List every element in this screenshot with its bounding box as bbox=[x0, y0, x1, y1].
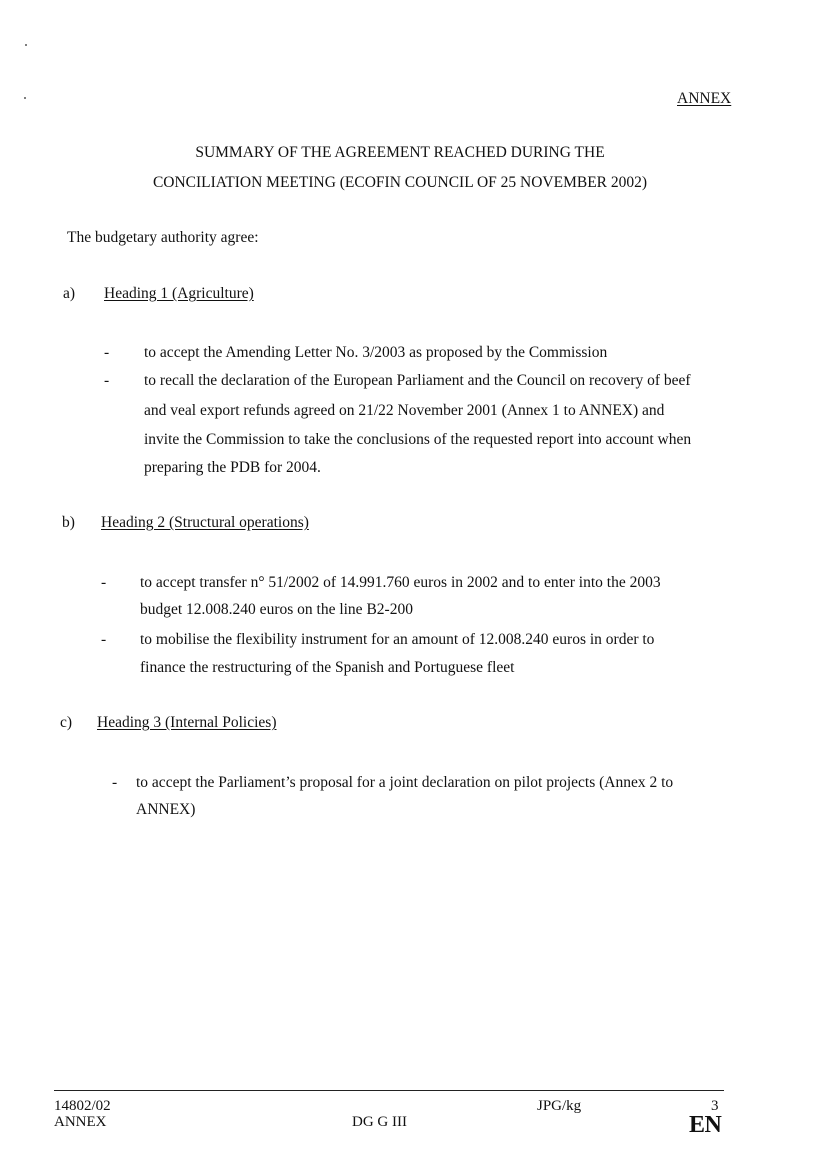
bullet-text-line: to recall the declaration of the European Parliament and the Council on recovery of beef bbox=[144, 372, 691, 389]
bullet-text-line: ANNEX) bbox=[136, 801, 196, 818]
bullet-dash: - bbox=[104, 372, 110, 389]
bullet-dash: - bbox=[101, 574, 107, 591]
footer-rule bbox=[54, 1090, 724, 1091]
footer-page-number: 3 bbox=[711, 1098, 719, 1114]
section-letter: c) bbox=[60, 714, 73, 731]
section-letter: b) bbox=[62, 514, 75, 531]
section-heading: Heading 1 (Agriculture) bbox=[104, 285, 254, 302]
intro-text: The budgetary authority agree: bbox=[67, 229, 259, 246]
section-letter: a) bbox=[63, 285, 76, 302]
bullet-text-line: and veal export refunds agreed on 21/22 November 2001 (Annex 1 to ANNEX) and bbox=[144, 402, 665, 419]
document-title-line-2: CONCILIATION MEETING (ECOFIN COUNCIL OF 25 NOVEMBER 2002) bbox=[152, 174, 648, 191]
footer-directorate: DG G III bbox=[352, 1114, 407, 1130]
bullet-dash: - bbox=[112, 774, 118, 791]
annex-marker: ANNEX bbox=[677, 90, 732, 107]
bullet-text-line: budget 12.008.240 euros on the line B2-200 bbox=[140, 601, 413, 618]
scan-speck bbox=[24, 97, 26, 99]
document-title-line-1: SUMMARY OF THE AGREEMENT REACHED DURING THE bbox=[195, 144, 605, 161]
footer-doc-part: ANNEX bbox=[54, 1114, 107, 1130]
section-heading: Heading 3 (Internal Policies) bbox=[97, 714, 277, 731]
footer-language: EN bbox=[689, 1112, 722, 1138]
bullet-text-line: invite the Commission to take the conclusions of the requested report into account when bbox=[144, 431, 692, 448]
footer-doc-number: 14802/02 bbox=[54, 1098, 111, 1114]
bullet-text-line: to accept the Amending Letter No. 3/2003 as proposed by the Commission bbox=[144, 344, 608, 361]
bullet-dash: - bbox=[101, 631, 107, 648]
bullet-text-line: to accept transfer n° 51/2002 of 14.991.760 euros in 2002 and to enter into the 2003 bbox=[140, 574, 661, 591]
scan-speck bbox=[25, 44, 27, 46]
bullet-text-line: to mobilise the flexibility instrument for an amount of 12.008.240 euros in order to bbox=[140, 631, 655, 648]
bullet-dash: - bbox=[104, 344, 110, 361]
bullet-text-line: to accept the Parliament’s proposal for a joint declaration on pilot projects (Annex 2 to bbox=[136, 774, 674, 791]
footer-initials: JPG/kg bbox=[537, 1098, 582, 1114]
bullet-text-line: finance the restructuring of the Spanish and Portuguese fleet bbox=[140, 659, 515, 676]
section-heading: Heading 2 (Structural operations) bbox=[101, 514, 309, 531]
bullet-text-line: preparing the PDB for 2004. bbox=[144, 459, 321, 476]
